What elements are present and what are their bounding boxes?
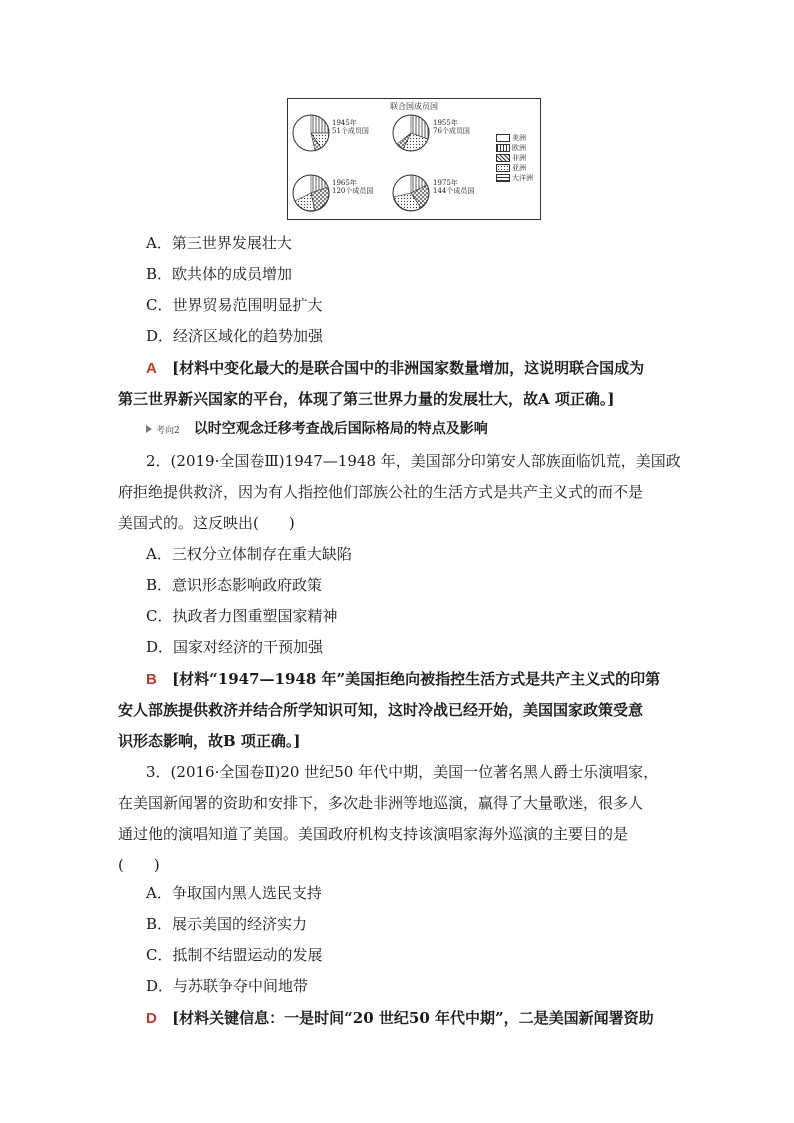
q1-option-a: A．第三世界发展壮大: [146, 234, 292, 252]
q1-explanation-line-2: 第三世界新兴国家的平台，体现了第三世界力量的发展壮大，故A 项正确。]: [118, 390, 615, 408]
pie-1945-label: 1945年 51个成员国: [332, 119, 369, 135]
pie-1955: [391, 113, 431, 153]
q3-answer-letter: D: [146, 1010, 157, 1027]
pie-1975-label: 1975年 144个成员国: [433, 179, 475, 195]
q3-stem-line-3: 通过他的演唱知道了美国。美国政府机构支持该演唱家海外巡演的主要目的是: [118, 825, 629, 843]
q3-option-d: D．与苏联争夺中间地带: [146, 977, 309, 995]
q2-answer-letter: B: [146, 671, 157, 688]
legend-item: 欧洲: [496, 143, 533, 153]
q2-explanation-line-3: 识形态影响，故B 项正确。]: [118, 732, 301, 750]
figure-title: 联合国成员国: [390, 102, 438, 111]
q2-option-a: A．三权分立体制存在重大缺陷: [146, 545, 352, 563]
legend-item: 亚洲: [496, 163, 533, 173]
q2-option-d: D．国家对经济的干预加强: [146, 638, 324, 656]
q1-option-d: D．经济区域化的趋势加强: [146, 327, 324, 345]
triangle-marker-icon: [146, 425, 152, 433]
figure-legend: [496, 133, 533, 183]
q1-explanation-line-1: A [材料中变化最大的是联合国中的非洲国家数量增加，这说明联合国成为: [146, 359, 645, 377]
pie-1965-label: 1965年 120个成员国: [332, 179, 374, 195]
q2-stem-line-3: 美国式的。这反映出( ): [118, 514, 295, 532]
un-membership-figure: [287, 98, 541, 220]
legend-item: 大洋洲: [496, 173, 533, 183]
pie-1975: [391, 173, 431, 213]
pie-1955-label: 1955年 76个成员国: [433, 119, 470, 135]
q3-option-a: A．争取国内黑人选民支持: [146, 884, 322, 902]
kaoxiang-heading: 考向2 以时空观念迁移考查战后国际格局的特点及影响: [146, 418, 488, 438]
q3-explanation-line-1: D [材料关键信息：一是时间“20 世纪50 年代中期”，二是美国新闻署资助: [146, 1009, 654, 1027]
pie-1945: [291, 113, 331, 153]
q1-answer-letter: A: [146, 360, 157, 377]
q3-option-c: C．抵制不结盟运动的发展: [146, 946, 323, 964]
q1-option-b: B．欧共体的成员增加: [146, 265, 293, 283]
q3-stem-line-4: ( ): [118, 856, 160, 874]
legend-item: 非洲: [496, 153, 533, 163]
q2-stem-line-1: 2．(2019·全国卷Ⅲ)1947—1948 年，美国部分印第安人部族面临饥荒，美国政: [146, 452, 681, 470]
pie-1965: [291, 173, 331, 213]
q3-stem-line-2: 在美国新闻署的资助和安排下，多次赴非洲等地巡演，赢得了大量歌迷，很多人: [118, 794, 644, 812]
q3-stem-line-1: 3．(2016·全国卷Ⅱ)20 世纪50 年代中期，美国一位著名黑人爵士乐演唱家，: [146, 763, 659, 781]
legend-item: 美洲: [496, 133, 533, 143]
q2-option-b: B．意识形态影响政府政策: [146, 576, 323, 594]
q2-option-c: C．执政者力图重塑国家精神: [146, 607, 338, 625]
q2-stem-line-2: 府拒绝提供救济，因为有人指控他们部族公社的生活方式是共产主义式的而不是: [118, 483, 644, 501]
q3-option-b: B．展示美国的经济实力: [146, 915, 308, 933]
q2-explanation-line-1: B [材料“1947—1948 年”美国拒绝向被指控生活方式是共产主义式的印第: [146, 670, 661, 688]
q1-option-c: C．世界贸易范围明显扩大: [146, 296, 323, 314]
q2-explanation-line-2: 安人部族提供救济并结合所学知识可知，这时冷战已经开始，美国国家政策受意: [118, 701, 644, 719]
